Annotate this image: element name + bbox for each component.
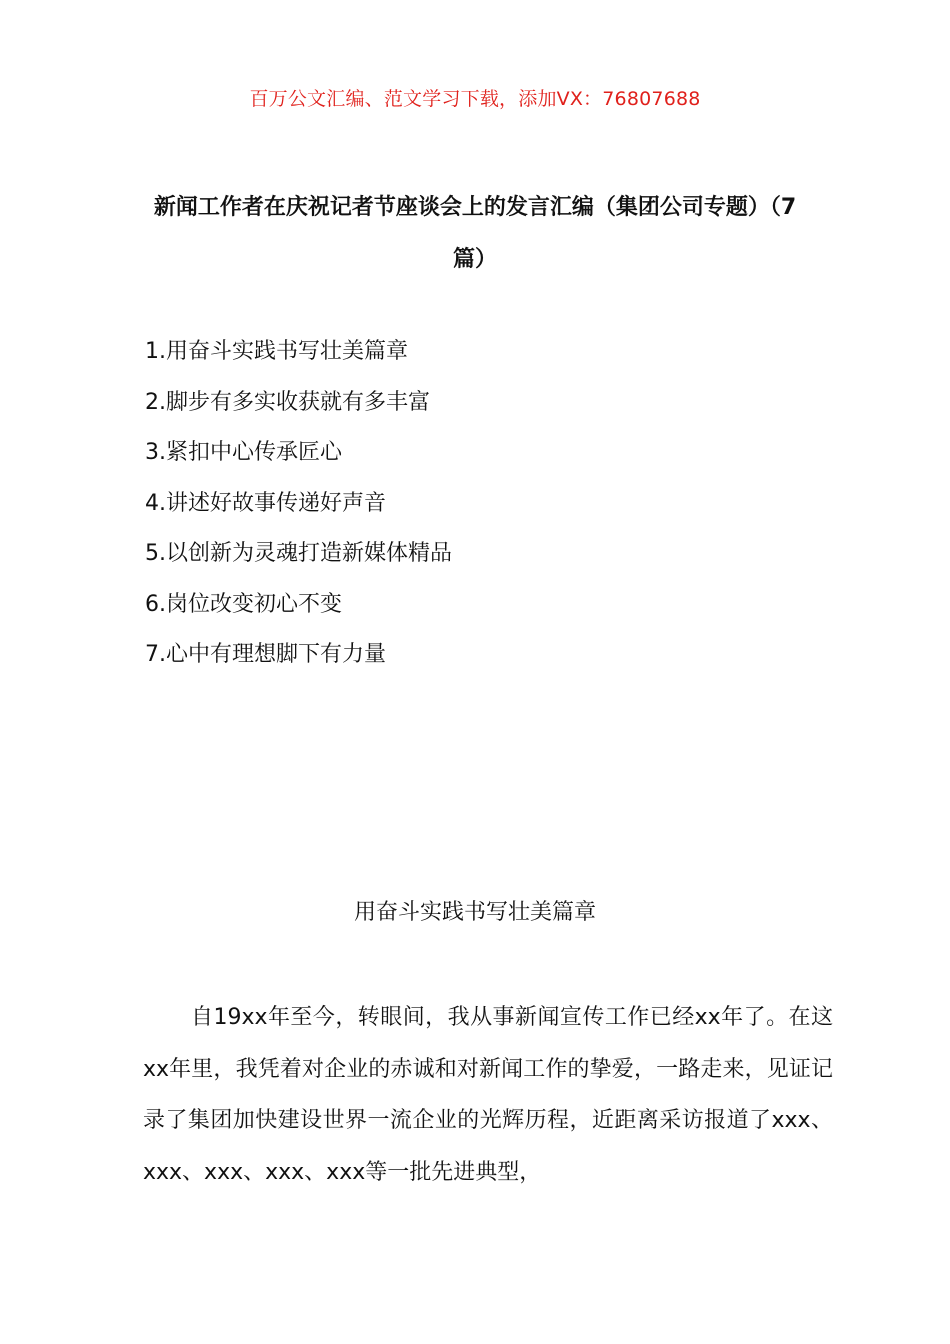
toc-item: 1.用奋斗实践书写壮美篇章	[145, 339, 408, 364]
toc-item: 2.脚步有多实收获就有多丰富	[145, 389, 430, 415]
toc-item: 7.心中有理想脚下有力量	[145, 642, 386, 667]
section-title: 用奋斗实践书写壮美篇章	[353, 900, 596, 925]
toc-item: 4.讲述好故事传递好声音	[145, 490, 386, 516]
document-title: 新闻工作者在庆祝记者节座谈会上的发言汇编（集团公司专题）（7篇）	[153, 195, 797, 272]
promo-banner: 百万公文汇编、范文学习下载，添加VX：76807688	[249, 88, 701, 110]
toc-item: 6.岗位改变初心不变	[145, 591, 342, 617]
body-paragraph: 自19xx年至今，转眼间，我从事新闻宣传工作已经xx年了。在这xx年里，我凭着对企业的赤诚和对新闻工作的挚爱，一路走来，见证记录了集团加快建设世界一流企业的光辉历程，近距离采访报道了xxx、xxx、xxx、xxx、xxx等一批先进典型，	[143, 1005, 833, 1185]
toc-item: 5.以创新为灵魂打造新媒体精品	[145, 541, 452, 566]
table-of-contents	[145, 335, 805, 689]
toc-item: 3.紧扣中心传承匠心	[145, 440, 342, 465]
